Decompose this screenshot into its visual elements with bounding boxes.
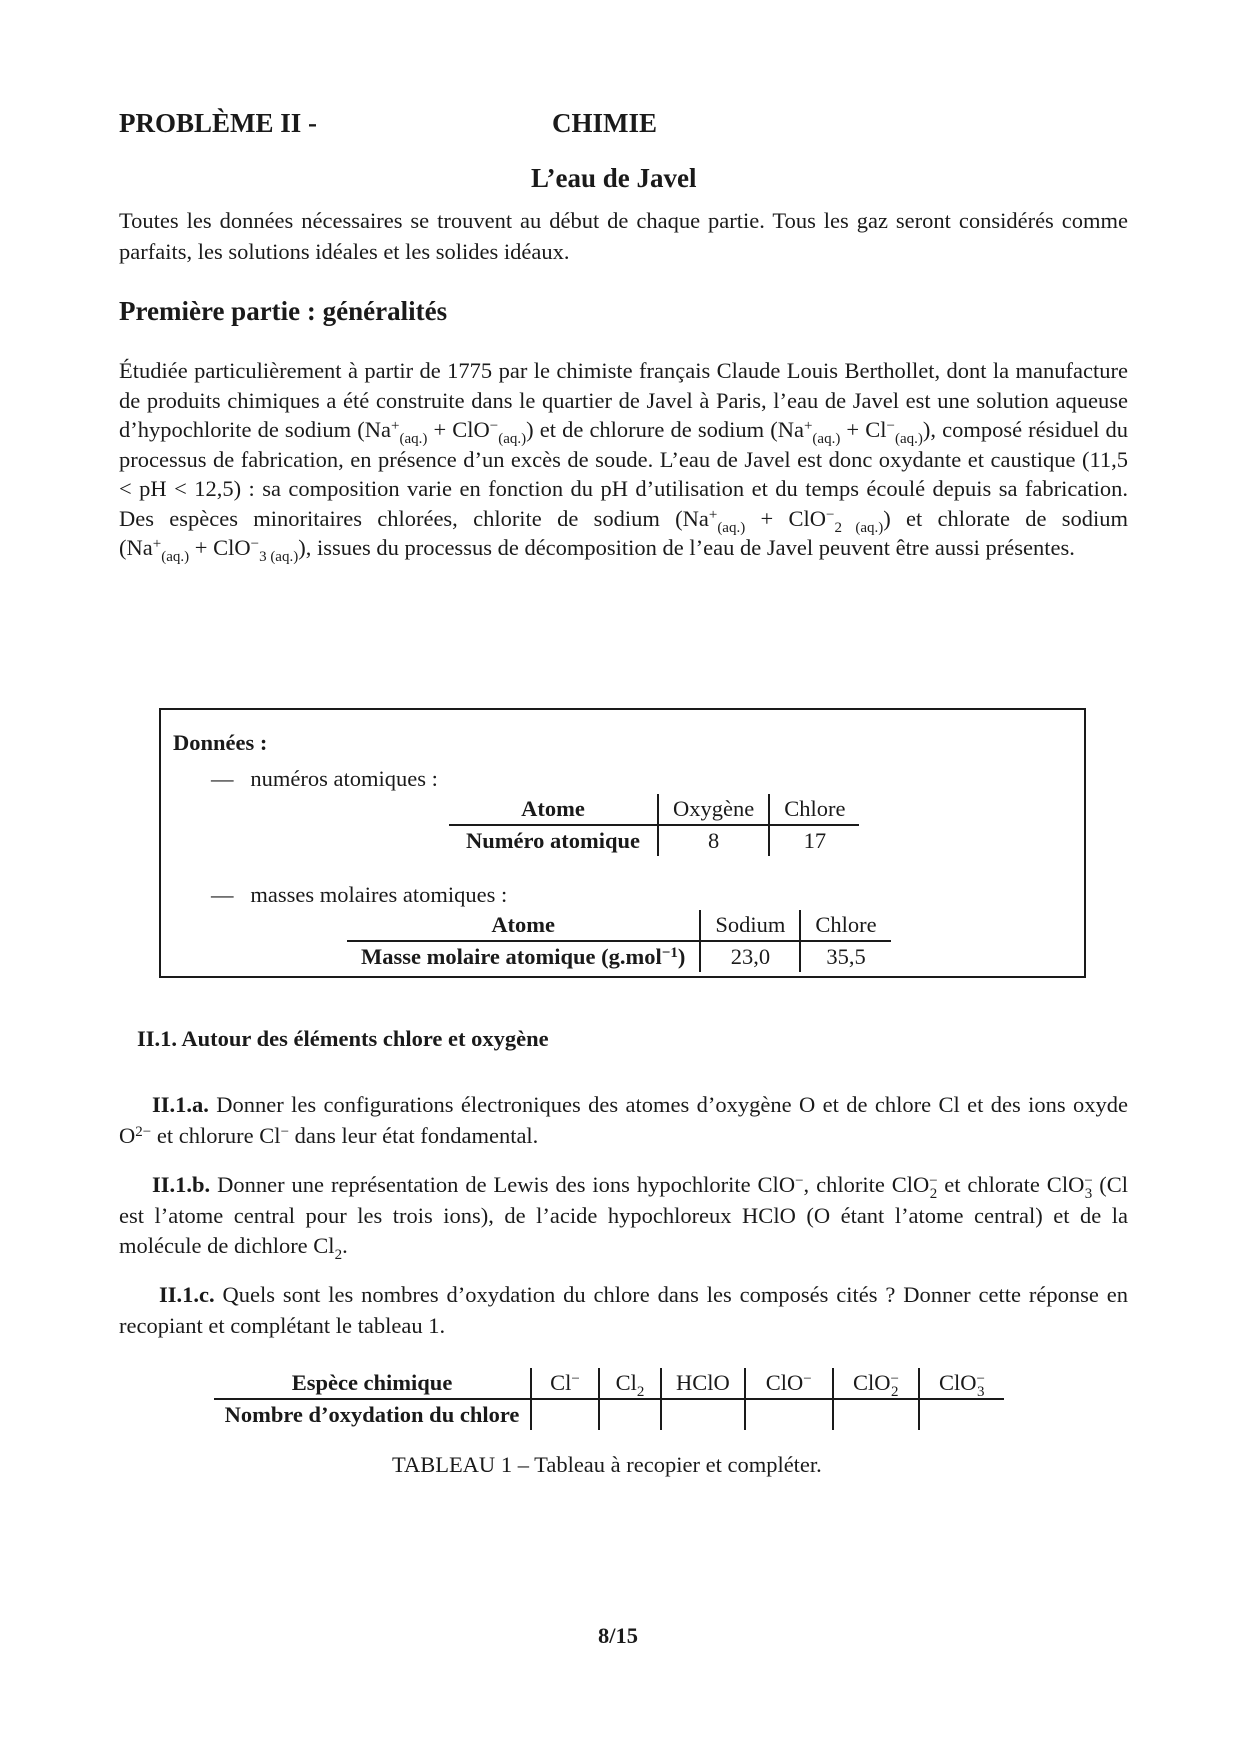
oxidation-table [214,1368,1004,1430]
species-clo3: ClO−$_3$ [919,1368,1004,1399]
cell-clo3 [919,1399,1004,1430]
table1-value-chlore: 17 [769,825,859,856]
cell-cl [531,1399,599,1430]
table2-value-sodium: 23,0 [700,941,800,972]
species-hclo: HClO [661,1368,745,1399]
species-clo: ClO− [745,1368,833,1399]
page-number: 8/15 [598,1623,639,1648]
table1-header-chlore: Chlore [769,794,859,825]
table1-value-oxygen: 8 [658,825,769,856]
species-cl: Cl− [531,1368,599,1399]
table2-row-label: Masse molaire atomique (g.mol$^{-1}$) [361,944,686,969]
species-cl2: $Cl_2$ [599,1368,661,1399]
part1-title: Première partie : généralités [119,296,448,326]
oxidation-table-row-label: Nombre d’oxydation du chlore [224,1402,520,1427]
species-clo2: ClO−$_2$ [833,1368,919,1399]
question-a: II.1.a. Donner les configurations électroniques des atomes d’oxygène O et de chlore Cl et des ions oxyde $O^{2-}$ et chlorure Cl− dans leur état fondamental. [119,1092,1128,1148]
table2-header-atom: Atome [347,910,700,941]
page-title: L’eau de Javel [531,163,697,193]
cell-cl2 [599,1399,661,1430]
table1-header-atom: Atome [449,794,658,825]
cell-clo2 [833,1399,919,1430]
subject-title: CHIMIE [552,108,658,138]
intro-paragraph: Toutes les données nécessaires se trouvent au début de chaque partie. Tous les gaz seront considérés comme parfaits, les solutions idéales et les solides idéaux. [119,208,1128,264]
part1-paragraph: Étudiée particulièrement à partir de 1775 par le chimiste français Claude Louis Berthollet, dont la manufacture de produits chimiques a été construite dans le quartier de Javel à Paris, l’eau de Javel est une solution aqueuse d’hypochlorite de sodium $(Na^+_{(aq.)} + ClO^-_{(aq.)})$ et de chlorure de sodium $(Na^+_{(aq.)} + Cl^-_{(aq.)})$, composé résiduel du processus de fabrication, en présence d’un excès de soude. L’eau de Javel est donc oxydante et caustique (11,5 < pH < 12,5) : sa composition varie en fonction du pH d’utilisation et du temps écoulé depuis sa fabrication. Des espèces minoritaires chlorées, chlorite de sodium $(Na^+_{(aq.)} + ClO^-_{2 (aq.)})$ et chlorate de sodium $(Na^+_{(aq.)} + ClO^-_{3 (aq.)})$, issues du processus de décomposition de l’eau de Javel peuvent être aussi présentes. [119,358,1129,565]
data-box [159,708,1086,978]
question-c: II.1.c. Quels sont les nombres d’oxydation du chlore dans les composés cités ? Donner cette réponse en recopiant et complétant le tableau 1. [119,1282,1128,1338]
data-box-title: Données : [173,730,268,755]
problem-label: PROBLÈME II - [119,108,318,138]
table2-header-sodium: Sodium [700,910,800,941]
cell-clo [745,1399,833,1430]
data-item-molar-masses: — masses molaires atomiques : [211,882,508,907]
data-item-atomic-numbers: — numéros atomiques : [211,766,438,791]
table1-row-label: Numéro atomique [466,828,640,853]
table1-header-oxygen: Oxygène [658,794,769,825]
table-caption: TABLEAU 1 – Tableau à recopier et compléter. [392,1452,822,1477]
cell-hclo [661,1399,745,1430]
table2-header-chlore: Chlore [800,910,890,941]
table2-value-chlore: 35,5 [800,941,890,972]
atomic-number-table [449,794,859,856]
oxidation-table-header: Espèce chimique [214,1368,531,1399]
section-title: II.1. Autour des éléments chlore et oxygène [137,1026,549,1051]
molar-mass-table [347,910,891,972]
question-b: II.1.b. Donner une représentation de Lewis des ions hypochlorite ClO−, chlorite ClO−$_2$ et chlorate ClO−$_3$ (Cl est l’atome central pour les trois ions), de l’acide hypochloreux HClO (O étant l’atome central) et de la molécule de dichlore $Cl_2$. [119,1172,1128,1263]
